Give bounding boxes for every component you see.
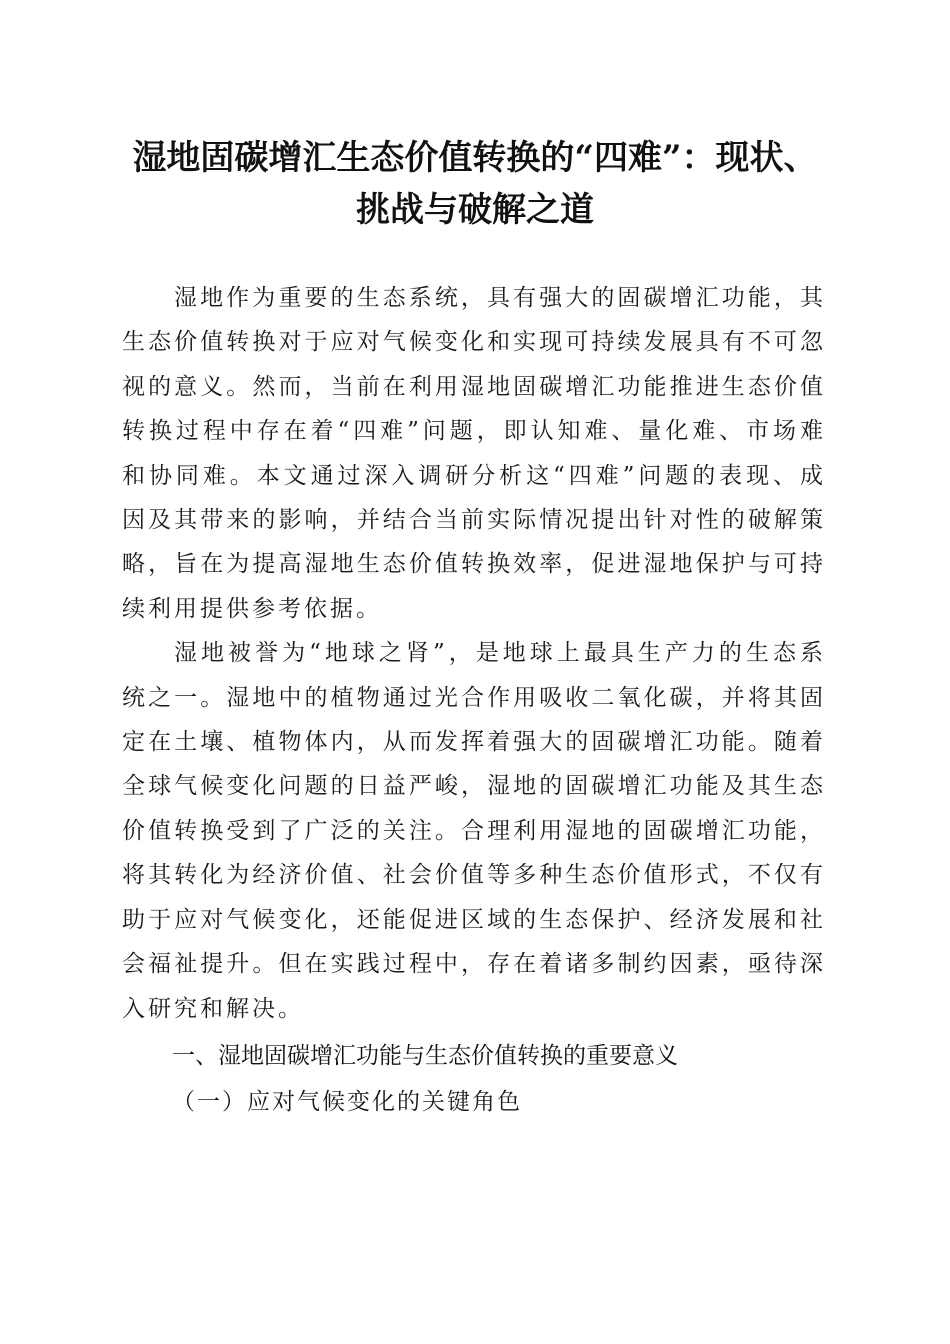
title-line-2: 挑战与破解之道 [356,190,594,230]
title-line-1: 湿地固碳增汇生态价值转换的“四难”：现状、 [132,138,818,178]
document-body [122,276,826,1031]
paragraph-intro: 湿地被誉为“地球之肾”，是地球上最具生产力的生态系统之一。湿地中的植物通过光合作用吸收二氧化碳，并将其固定在土壤、植物体内，从而发挥着强大的固碳增汇功能。随着全球气候变化问题的日益严峻，湿地的固碳增汇功能及其生态价值转换受到了广泛的关注。合理利用湿地的固碳增汇功能，将其转化为经济价值、社会价值等多种生态价值形式，不仅有助于应对气候变化，还能促进区域的生态保护、经济发展和社会福祉提升。但在实践过程中，存在着诸多制约因素，亟待深入研究和解决。 [122,640,826,1022]
subsection-heading: （一）应对气候变化的关键角色 [172,1089,522,1115]
section-heading: 一、湿地固碳增汇功能与生态价值转换的重要意义 [172,1043,678,1069]
paragraph-abstract: 湿地作为重要的生态系统，具有强大的固碳增汇功能，其生态价值转换对于应对气候变化和实现可持续发展具有不可忽视的意义。然而，当前在利用湿地固碳增汇功能推进生态价值转换过程中存在着“四难”问题，即认知难、量化难、市场难和协同难。本文通过深入调研分析这“四难”问题的表现、成因及其带来的影响，并结合当前实际情况提出针对性的破解策略，旨在为提高湿地生态价值转换效率，促进湿地保护与可持续利用提供参考依据。 [122,285,826,622]
document-title [100,132,850,236]
